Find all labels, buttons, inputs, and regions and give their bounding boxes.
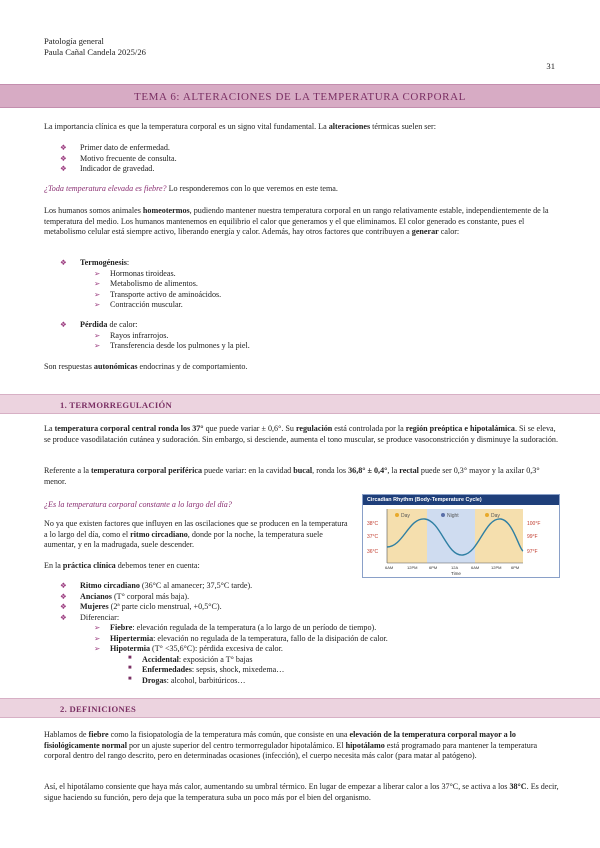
list-item [44,581,562,592]
list-item: ➢ Metabolismo de alimentos. [44,279,562,290]
clinical-factors-list [44,581,562,686]
bold-term: bucal [293,466,313,475]
bold-term: homeotermos [142,206,190,215]
bold-term: Hipotermia [110,644,151,654]
text-run: : exposición a T° bajas [178,654,253,664]
peripheral-temperature-paragraph [44,466,562,487]
y-tick-left: 38°C [367,521,379,527]
bold-term: temperatura corporal central ronda los 37° [54,424,204,433]
responses-paragraph [44,362,562,373]
y-tick-right: 100°F [527,521,541,527]
text-run: No ya que existen factores que influyen en las oscilaciones que se producen en la temperatura a lo largo del día, como el [44,519,348,539]
text-run: . Es decir, sigue haciendo su función, pero deja que la temperatura suba un poco más por el bien del organismo. [44,782,559,802]
text-run: térmicas suelen ser: [370,122,436,131]
text-run: , pudiendo mantener nuestra temperatura corporal en un rango relativamente estable, independientemente de la temperatura del medio. Los humanos mantenemos en equilibrio el calor que generamos y el que eliminamos. El color generado es constante, pues el metabolismo celular está siempre activo, liberando energía y calor. Además, hay otros factores que contribuyen a [44,206,549,237]
text-run: , la [387,466,400,475]
text-run: endocrinas y de comportamiento. [137,362,248,371]
y-tick-right: 97°F [527,549,538,555]
bold-term: elevación de la temperatura corporal mayor a lo fisiológicamente normal [44,730,516,750]
bold-term: práctica clínica [62,561,116,570]
y-tick-right: 99°F [527,534,538,540]
list-item [44,602,562,613]
text-run: : sepsis, shock, mixedema… [191,665,285,675]
sun-icon [395,513,399,517]
text-run: Referente a la [44,466,91,475]
text-run: , ronda los [312,466,349,475]
text-run: Los humanos somos animales [44,206,143,215]
night-label: Night [447,513,459,519]
hypothalamus-threshold-paragraph [44,782,562,803]
clinical-practice-paragraph [44,561,562,572]
text-run: : elevación regulada de la temperatura (a lo largo de un período de tiempo). [132,623,377,633]
bold-term: autonómicas [93,362,138,371]
list-item [44,676,562,687]
list-item [44,592,562,603]
text-run: Así, el hipotálamo consiente que haya más calor, aumentando su umbral térmico. En lugar de empezar a liberar calor a los 37°C, se activa a los [44,782,510,791]
list-item [44,623,562,634]
bold-term: ritmo circadiano [130,529,188,539]
section-band-definiciones [0,698,600,718]
core-temperature-paragraph [44,424,562,445]
list-item [44,655,562,666]
section-heading: 1. TERMORREGULACIÓN [60,400,173,410]
fever-definition-paragraph [44,730,562,762]
list-item [44,320,562,331]
bold-term: Pérdida [80,320,108,329]
list-item: ➢ Transporte activo de aminoácidos. [44,290,562,301]
bold-term: rectal [399,466,419,475]
bold-term: 38°C [509,782,527,791]
question-text: ¿Toda temperatura elevada es fiebre? [44,184,167,193]
bold-term: región preóptica e hipotalámica [405,424,515,433]
document-header [44,36,146,58]
text-run: calor: [438,227,460,237]
text-run: debemos tener en cuenta: [115,561,200,570]
bold-term: Ritmo circadiano [80,581,140,590]
text-run: . Si se eleva, se produce vasodilatación cutánea y sudoración. Sin embargo, si desciende, aumenta el tono muscular, se produce vasoconstricción y disminuye la sudoración. [44,424,559,444]
chapter-title: TEMA 6: ALTERACIONES DE LA TEMPERATURA CORPORAL [134,91,466,103]
chapter-title-band [0,84,600,108]
bold-term: Mujeres [80,602,109,612]
bold-term: Hipertermia [110,633,154,643]
x-tick: 6PM [511,565,520,570]
page-number: 31 [546,61,555,71]
homeotherm-paragraph [44,206,562,238]
list-item: ❖ Primer dato de enfermedad. [44,143,562,154]
list-item [44,665,562,676]
bold-term: temperatura corporal periférica [90,466,202,475]
text-run: puede ser 0,3° mayor y la axilar 0,3° menor. [44,466,540,486]
y-tick-left: 36°C [367,549,379,555]
x-tick: 12PM [491,565,502,570]
intro-paragraph [44,122,562,133]
bold-term: 36,8° ± 0,4° [348,466,388,475]
course-name: Patología general [44,36,104,46]
alteration-list [44,143,562,175]
bold-term: regulación [295,424,333,433]
list-item: ➢ Transferencia desde los pulmones y la piel. [44,341,562,352]
day-label: Day [491,513,500,519]
x-tick: 12PM [407,565,418,570]
x-tick: 12A [451,565,459,570]
bold-term: generar [411,227,439,237]
text-run: (2ª parte ciclo menstrual, +0,5°C). [108,602,222,612]
question-text: ¿Es la temperatura corporal constante a lo largo del día? [44,500,232,509]
bold-term: hipotálamo [345,740,385,750]
thermogenesis-list [44,258,562,311]
text-run: En la [44,561,63,570]
x-tick: 6AM [471,565,480,570]
list-item: ➢ Hormonas tiroideas. [44,269,562,280]
section-band-termorregulacion [0,394,600,414]
text-run: La importancia clínica es que la temperatura corporal es un signo vital fundamental. La [44,122,329,131]
bold-term: Enfermedades [142,665,192,675]
bold-term: Fiebre [110,623,133,633]
text-run: : alcohol, barbitúricos… [166,675,246,685]
list-item: ❖ Motivo frecuente de consulta. [44,154,562,165]
x-axis-label: Time [451,571,461,576]
text-run: está programado para mantener la temperatura corporal dentro del rango descrito, pero en determinadas ocasiones (infección), el cuerpo necesita más calor (para matar al patógeno). [44,740,538,761]
figure-title: Circadian Rhythm (Body-Temperature Cycle) [363,495,559,505]
bold-term: Termogénesis [80,258,127,267]
question-fever [44,184,562,195]
text-run: (T° <35,6°C): pérdida excesiva de calor. [150,644,283,654]
moon-icon [441,513,445,517]
section-heading: 2. DEFINICIONES [60,704,137,714]
bold-term: alteraciones [328,122,371,131]
question-constant-temperature [44,500,354,511]
text-run: de calor: [107,320,138,329]
heat-loss-list [44,320,562,352]
circadian-paragraph [44,519,350,551]
text-run: , donde por la noche, la temperatura suele aumentar, y en la madrugada, suele descender. [44,529,323,550]
text-run: como la fisiopatología de la temperatura más común, que consiste en una [108,730,350,739]
text-run: puede variar: en la cavidad [202,466,294,475]
text-run: : elevación no regulada de la temperatura, fallo de la disipación de calor. [153,633,388,643]
text-run: está controlada por la [332,424,406,433]
bold-term: Drogas [142,675,167,685]
y-tick-left: 37°C [367,534,379,540]
list-item: ❖ Indicador de gravedad. [44,164,562,175]
text-run: por un ajuste superior del centro termorregulador hipotalámico. El [126,740,346,750]
text-run: que puede variar ± 0,6°. Su [203,424,296,433]
text-run: La [44,424,55,433]
text-run: (T° corporal más baja). [111,591,190,601]
list-item: ➢ Contracción muscular. [44,300,562,311]
list-item [44,644,562,655]
day-label: Day [401,513,410,519]
sun-icon [485,513,489,517]
x-tick: 6PM [429,565,438,570]
bold-term: Accidental [142,654,179,664]
list-item: ➢ Rayos infrarrojos. [44,331,562,342]
author-line: Paula Cañal Candela 2025/26 [44,47,146,58]
text-run: Hablamos de [44,730,89,739]
list-item: ❖ Diferenciar: [44,613,562,624]
list-item [44,634,562,645]
bold-term: fiebre [88,730,109,739]
x-tick: 6AM [385,565,394,570]
text-run: Lo responderemos con lo que veremos en este tema. [166,184,338,193]
text-run: (36°C al amanecer; 37,5°C tarde). [139,581,253,590]
text-run: Son respuestas [44,362,94,371]
bold-term: Ancianos [80,591,112,601]
list-item: ❖ Termogénesis: [44,258,562,269]
